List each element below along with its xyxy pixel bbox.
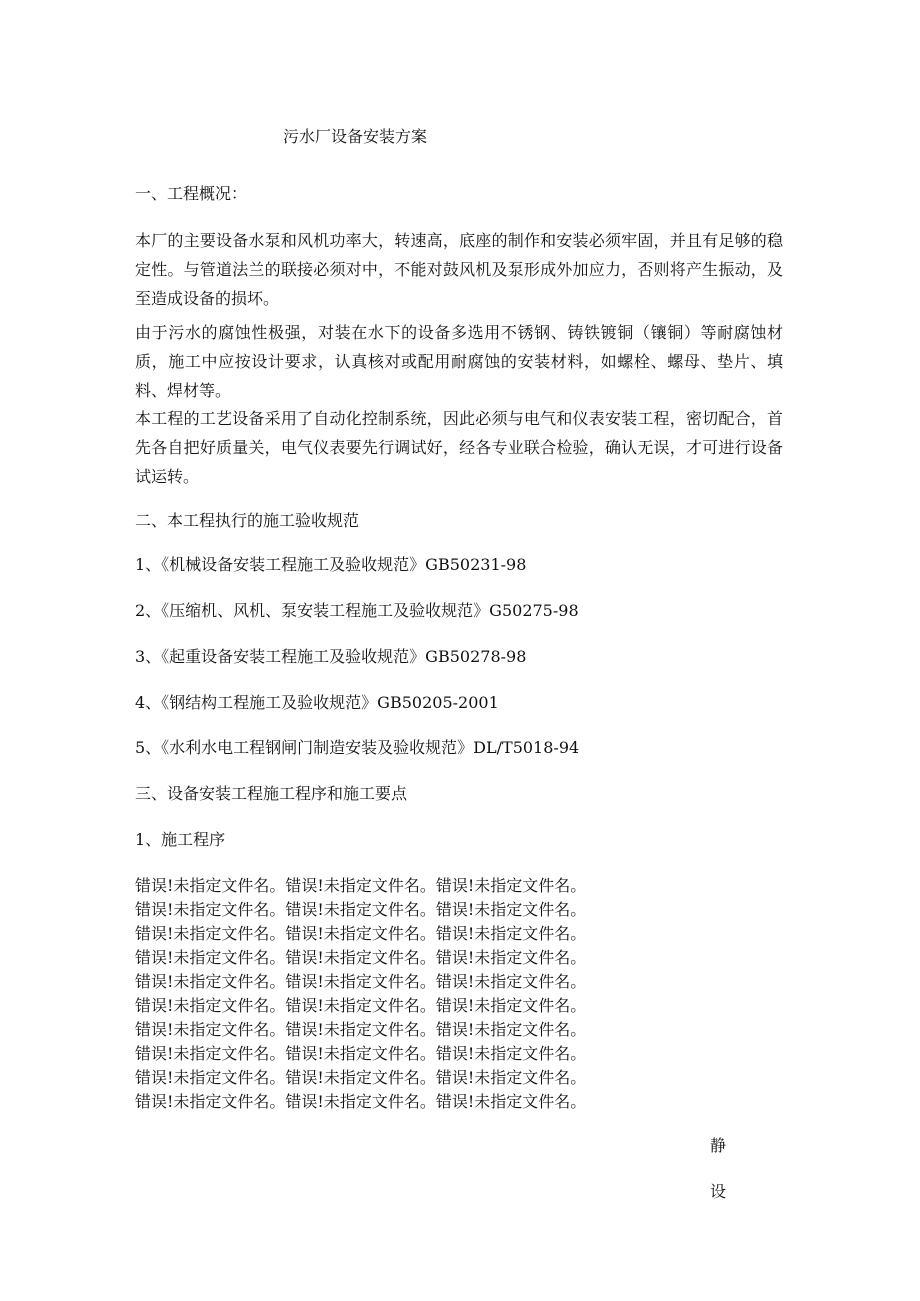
standard-item-5: 5、《水利水电工程钢闸门制造安装及验收规范》DL/T5018-94 xyxy=(135,738,580,757)
section-3-heading: 三、设备安装工程施工程序和施工要点 xyxy=(135,784,408,803)
error-line: 错误!未指定文件名。错误!未指定文件名。错误!未指定文件名。 xyxy=(135,948,587,967)
error-line: 错误!未指定文件名。错误!未指定文件名。错误!未指定文件名。 xyxy=(135,996,587,1015)
standard-item-4: 4、《钢结构工程施工及验收规范》GB50205-2001 xyxy=(135,693,499,712)
error-line: 错误!未指定文件名。错误!未指定文件名。错误!未指定文件名。 xyxy=(135,1068,587,1087)
error-line: 错误!未指定文件名。错误!未指定文件名。错误!未指定文件名。 xyxy=(135,900,587,919)
error-line: 错误!未指定文件名。错误!未指定文件名。错误!未指定文件名。 xyxy=(135,1044,587,1063)
section-1-paragraph-2: 由于污水的腐蚀性极强，对装在水下的设备多选用不锈钢、铸铁镀铜（镶铜）等耐腐蚀材质，施工中应按设计要求，认真核对或配用耐腐蚀的安装材料，如螺栓、螺母、垫片、填料、焊材等。 xyxy=(135,323,783,400)
error-line: 错误!未指定文件名。错误!未指定文件名。错误!未指定文件名。 xyxy=(135,924,587,943)
error-text-block xyxy=(135,874,795,1114)
section-3-subheading: 1、施工程序 xyxy=(135,830,226,849)
section-2-heading: 二、本工程执行的施工验收规范 xyxy=(135,511,360,530)
side-character-2: 设 xyxy=(710,1182,727,1201)
error-line: 错误!未指定文件名。错误!未指定文件名。错误!未指定文件名。 xyxy=(135,972,587,991)
section-1-heading: 一、工程概况： xyxy=(135,184,248,203)
section-1-paragraph-3: 本工程的工艺设备采用了自动化控制系统，因此必须与电气和仪表安装工程，密切配合，首先各自把好质量关，电气仪表要先行调试好，经各专业联合检验，确认无误，才可进行设备试运转。 xyxy=(135,409,783,486)
side-character-1: 静 xyxy=(710,1136,727,1155)
error-line: 错误!未指定文件名。错误!未指定文件名。错误!未指定文件名。 xyxy=(135,876,587,895)
error-line: 错误!未指定文件名。错误!未指定文件名。错误!未指定文件名。 xyxy=(135,1020,587,1039)
error-line: 错误!未指定文件名。错误!未指定文件名。错误!未指定文件名。 xyxy=(135,1092,587,1111)
standard-item-1: 1、《机械设备安装工程施工及验收规范》GB50231-98 xyxy=(135,555,527,574)
document-title: 污水厂设备安装方案 xyxy=(283,127,428,146)
standard-item-2: 2、《压缩机、风机、泵安装工程施工及验收规范》G50275-98 xyxy=(135,601,579,620)
section-1-paragraph-1: 本厂的主要设备水泵和风机功率大，转速高，底座的制作和安装必须牢固，并且有足够的稳定性。与管道法兰的联接必须对中，不能对鼓风机及泵形成外加应力，否则将产生振动，及至造成设备的损坏。 xyxy=(135,231,783,308)
standard-item-3: 3、《起重设备安装工程施工及验收规范》GB50278-98 xyxy=(135,647,527,666)
